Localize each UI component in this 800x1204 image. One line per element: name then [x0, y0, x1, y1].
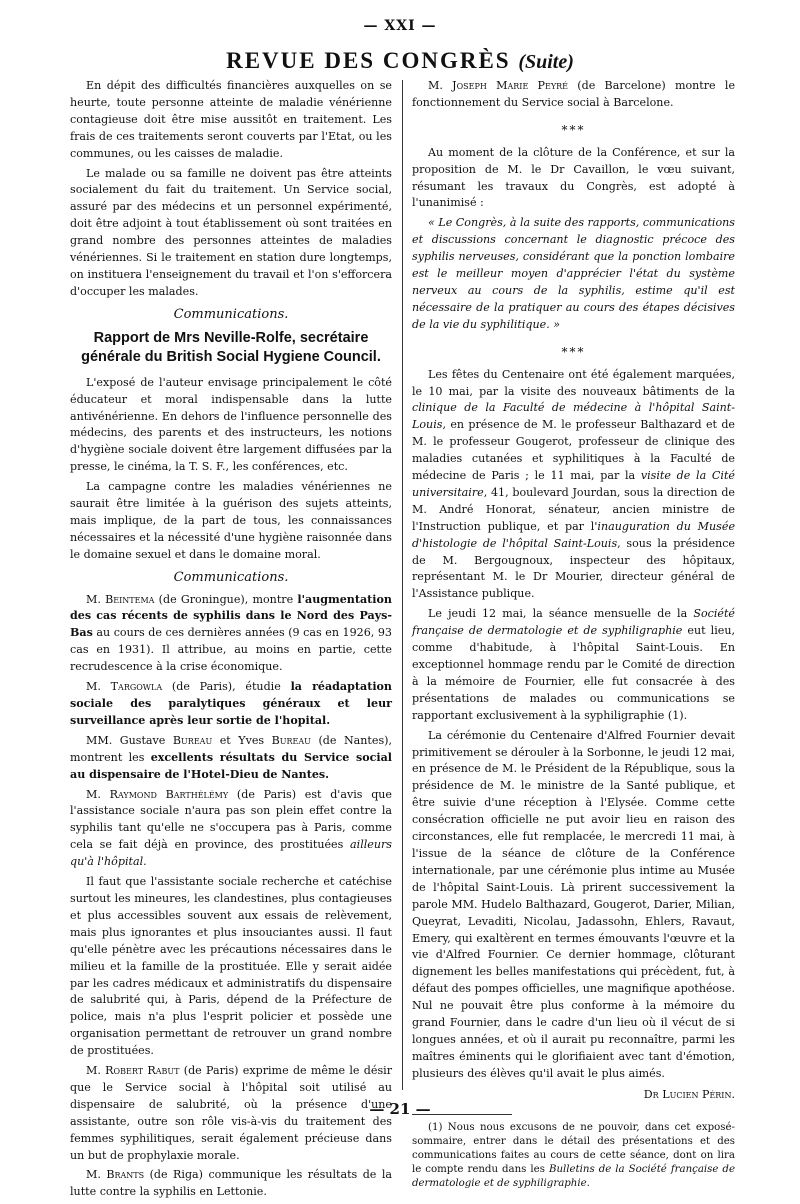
paragraph: La campagne contre les maladies vénériennes ne saurait être limitée à la guérison des sujets atteints, mais implique, de la part de tous, les connaissances nécessaires et la nécessité d'une hygiène raisonnée dans le domaine sexuel et dans le domaine moral.	[70, 480, 392, 561]
bold-text: l'augmentation des cas récents de syphilis dans le Nord des Pays-Bas	[70, 592, 392, 640]
paragraph: Au moment de la clôture de la Conférence, et sur la proposition de M. le Dr Cavaillon, le vœu suivant, résumant les travaux du Congrès, est adopté à l'unanimisé :	[412, 145, 735, 210]
section-separator: ***	[561, 344, 586, 359]
page-number: — 21 —	[369, 1100, 431, 1118]
signature: Dr Lucien Périn.	[643, 1087, 735, 1101]
paragraph: En dépit des difficultés financières auxquelles on se heurte, toute personne atteinte de maladie vénérienne contagieuse doit être mise aussitôt en traitement. Les frais de ces traitements seront couverts par l'Etat, ou les communes, ou les caisses de maladie.	[70, 79, 392, 160]
author-name: Bureau	[172, 733, 213, 747]
text: Le jeudi 12 mai, la séance mensuelle de la	[428, 607, 694, 621]
text: eut lieu, comme d'habitude, à l'hôpital Saint-Louis. En exceptionnel hommage rendu par le Comité de direction à la mémoire de Fournier, elle fut consacrée à des présentations de malades ou communications se rapportant exclusivement à la syphiligraphie (1).	[412, 624, 735, 722]
author-name: Bureau	[271, 733, 311, 747]
right-column	[412, 78, 735, 1194]
text: MM. Gustave	[86, 733, 173, 747]
author-name: M. Brants	[86, 1168, 145, 1182]
italic-text: Société française de dermatologie et de syphiligraphie	[412, 607, 735, 638]
paragraph	[70, 679, 392, 730]
title-suite: (Suite)	[518, 51, 574, 73]
paragraph	[70, 592, 392, 677]
text: (de Barcelone) montre le fonctionnement du Service social à Barcelone.	[412, 79, 736, 109]
text: au cours de ces dernières années (9 cas en 1926, 93 cas en 1931). Il attribue, au moins en partie, cette recrudescence à la crise économique.	[70, 626, 392, 674]
italic-text: ailleurs qu'à l'hôpital.	[70, 838, 392, 869]
text: et Yves	[212, 733, 272, 747]
report-heading: Rapport de Mrs Neville-Rolfe, secrétaire générale du British Social Hygiene Council.	[81, 329, 381, 365]
text: (de Paris), étudie	[162, 680, 291, 694]
paragraph	[412, 78, 735, 112]
italic-text: visite de la Cité universitaire	[412, 469, 735, 499]
title-main: REVUE DES CONGRÈS	[226, 48, 511, 73]
section-heading: Communications.	[173, 306, 289, 322]
author-name: M. Beintema	[86, 592, 155, 606]
page-title	[0, 48, 800, 74]
author-name: M. Raymond Barthélémy	[86, 787, 229, 801]
paragraph	[412, 606, 735, 724]
text: (de Riga) communique les résultats de la lutte contre la syphilis en Lettonie.	[70, 1168, 392, 1199]
text: (de Groningue), montre	[154, 592, 298, 606]
footnote	[412, 1121, 735, 1191]
resolution-quote: « Le Congrès, à la suite des rapports, communications et discussions concernant le diagnostic précoce des syphilis nerveuses, considérant que la ponction lombaire est le meilleur moyen d'apprécier l'état du système nerveux au cours de la syphilis, estime qu'il est nécessaire de la pratiquer au cours des étapes décisives de la vie du syphilitique. »	[412, 216, 735, 331]
paragraph	[412, 367, 735, 604]
text: Les fêtes du Centenaire ont été également marquées, le 10 mai, par la visite des nouveaux bâtiments de la	[412, 367, 735, 398]
paragraph	[70, 787, 392, 872]
text: , en présence de M. le professeur Balthazard et de M. le professeur Gougerot, professeur de clinique des maladies cutanées et syphilitiques à la Faculté de médecine de Paris ; le 11 mai, par la	[412, 418, 735, 483]
paragraph: L'exposé de l'auteur envisage principalement le côté éducateur et moral indispensable dans la lutte antivénérienne. En dehors de l'influence personnelle des médecins, des parents et des instructeurs, les notions d'hygiène sociale doivent être largement diffusées par la presse, le cinéma, la T. S. F., les conférences, etc.	[70, 375, 392, 474]
author-name: M. Targowla	[86, 680, 163, 694]
text: (de Nantes), montrent les	[70, 733, 393, 764]
italic-text: clinique de la Faculté de médecine à l'hôpital Saint-Louis	[412, 401, 735, 432]
author-name: M. Joseph Marie Peyré	[428, 79, 569, 92]
italic-text: Bulletins de la Société française de dermatologie et de syphiligraphie.	[412, 1163, 735, 1189]
left-column	[70, 78, 392, 1204]
italic-text: inauguration du Musée d'histologie de l'hôpital Saint-Louis	[412, 519, 736, 550]
column-divider	[402, 80, 403, 1090]
paragraph: Le malade ou sa famille ne doivent pas être atteints socialement du fait du traitement. Un Service social, assuré par des médecins et un personnel expérimenté, doit être adjoint à tout établissement où sont traitées en grand nombre des personnes atteintes de maladies vénériennes. Si le traitement en station dure longtemps, on instituera l'enseignement du travail et l'on s'efforcera d'occuper les malades.	[70, 166, 392, 298]
page-number-roman: — XXI —	[363, 18, 437, 34]
paragraph: La cérémonie du Centenaire d'Alfred Fournier devait primitivement se dérouler à la Sorbonne, le jeudi 12 mai, en présence de M. le Président de la République, sous la présidence de M. le ministre de la Santé publique, et être suivie d'une réception à l'Elysée. Comme cette consécration officielle ne put avoir lieu en raison des circonstances, elle fut remplacée, le mercredi 11 mai, à l'issue de la séance de clôture de la Conférence internationale, par une cérémonie plus intime au Musée de l'hôpital Saint-Louis. Là prirent successivement la parole MM. Hudelo Balthazard, Gougerot, Darier, Milian, Queyrat, Levaditi, Nicolau, Jadassohn, Ehlers, Ravaut, Emery, qui exaltèrent en termes émouvants l'œuvre et la vie d'Alfred Fournier. Ce dernier hommage, clôturant dignement les belles manifestations qui précèdent, fut, à défaut des pompes officielles, une magnifique apothéose. Nul ne pouvait être plus conforme à la mémoire du grand Fournier, dans le cadre d'un lieu où il vécut de si longues années, et où il aurait pu reconnaître, parmi les maîtres éminents qui le glorifiaient avec tant d'émotion, plusieurs des élèves qu'il avait le plus aimés.	[412, 728, 735, 1080]
text: , sous la présidence de M. Bergougnoux, inspecteur des hôpitaux, représentant M. le Dr Mourier, directeur général de l'Assistance publique.	[412, 536, 735, 601]
section-heading: Communications.	[173, 569, 289, 585]
paragraph	[70, 733, 392, 784]
text: , 41, boulevard Jourdan, sous la direction de M. André Honorat, sénateur, ancien ministre de l'Instruction publique, et par l'	[412, 485, 735, 533]
author-name: M. Robert Rabut	[86, 1064, 180, 1078]
bold-text: la réadaptation sociale des paralytiques généraux et leur surveillance après leur sortie de l'hopital.	[70, 680, 392, 727]
bold-text: excellents résultats du Service social au dispensaire de l'Hotel-Dieu de Nantes.	[70, 750, 392, 781]
section-separator: ***	[561, 122, 586, 137]
text: (de Paris) est d'avis que l'assistance sociale n'aura pas son plein effet contre la syphilis tant qu'elle ne s'occupera pas à Paris, comme cela se fait déjà en province, des prostituées	[70, 787, 393, 852]
paragraph: Il faut que l'assistante sociale recherche et catéchise surtout les mineures, les clandestines, plus contagieuses et plus accessibles souvent aux essais de relèvement, mais plus ignorantes et plus insouciantes aussi. Il faut qu'elle pénètre avec les précautions nécessaires dans le milieu et la famille de la prostituée. Elle y serait aidée par les cadres médicaux et administratifs du dispensaire de salubrité qui, à Paris, dépend de la Préfecture de police, mais n'a plus l'esprit policier et possède une organisation permettant de retrouver un grand nombre de prostituées.	[70, 875, 392, 1058]
text: (1) Nous nous excusons de ne pouvoir, dans cet exposé-sommaire, entrer dans le détail des présentations et des communications faites au cours de cette séance, dont on lira le compte rendu dans les	[412, 1121, 735, 1175]
text: (de Paris) exprime de même le désir que le Service social à l'hôpital soit utilisé au dispensaire de salubrité, où la présence d'une assistante, outre son rôle vis-à-vis du traitement des femmes syphilitiques, serait également précieuse dans un but de prophylaxie morale.	[70, 1064, 393, 1162]
paragraph	[70, 1167, 392, 1201]
